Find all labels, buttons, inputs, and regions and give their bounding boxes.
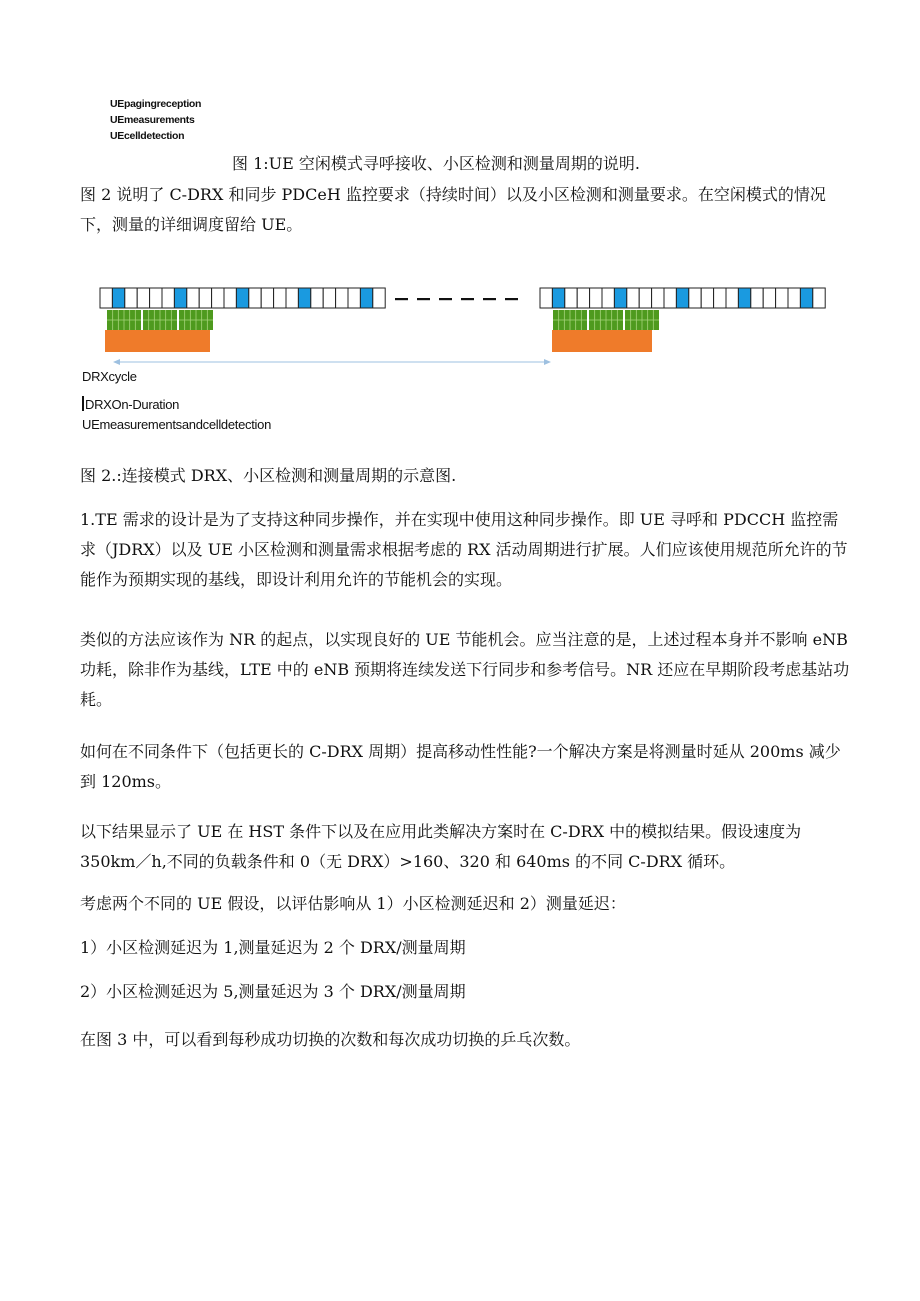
on-duration-marker: [82, 396, 84, 411]
figure1-legend: [110, 96, 201, 144]
cell-detection-block-right: [553, 310, 659, 330]
on-duration-slot: [738, 288, 750, 308]
slot: [249, 288, 261, 308]
slot: [261, 288, 273, 308]
legend-drx-cycle: DRXcycle: [82, 369, 137, 384]
slot: [689, 288, 701, 308]
slot: [323, 288, 335, 308]
dash: [483, 298, 496, 300]
figure1-caption: 图 1:UE 空闲模式寻呼接收、小区检测和测量周期的说明.: [232, 154, 640, 173]
slot: [813, 288, 825, 308]
on-duration-slot: [676, 288, 688, 308]
on-duration-slot: [112, 288, 124, 308]
legend-paging-reception: UEpagingreception: [110, 98, 202, 110]
slot: [336, 288, 348, 308]
legend-measurements-cell-detection: UEmeasurementsandcelldetection: [82, 417, 271, 432]
figure2-caption: 图 2.:连接模式 DRX、小区检测和测量周期的示意图.: [80, 466, 457, 485]
slot-row-right: [540, 288, 825, 308]
paragraph-2: 类似的方法应该作为 NR 的起点，以实现良好的 UE 节能机会。应当注意的是，上述过程本身并不影响 eNB 功耗，除非作为基线，LTE 中的 eNB 预期将连续发送下行同步和参考信号。NR 还应在早期阶段考虑基站功耗。: [80, 630, 850, 709]
slot: [274, 288, 286, 308]
dash: [417, 298, 430, 300]
dash: [395, 298, 408, 300]
drx-cycle-arrow: [113, 359, 551, 365]
on-duration-slot: [360, 288, 372, 308]
slot: [137, 288, 149, 308]
on-duration-slot: [236, 288, 248, 308]
paragraph-6: 1）小区检测延迟为 1,测量延迟为 2 个 DRX/测量周期: [80, 938, 466, 957]
legend-on-duration-row: [82, 396, 179, 412]
slot: [788, 288, 800, 308]
slot: [224, 288, 236, 308]
paragraph-5: 考虑两个不同的 UE 假设，以评估影响从 1）小区检测延迟和 2）测量延迟：: [80, 894, 626, 913]
slot: [311, 288, 323, 308]
paragraph-7: 2）小区检测延迟为 5,测量延迟为 3 个 DRX/测量周期: [80, 982, 466, 1001]
paragraph-8: 在图 3 中，可以看到每秒成功切换的次数和每次成功切换的乒乓次数。: [80, 1030, 581, 1049]
slot: [373, 288, 385, 308]
slot: [701, 288, 713, 308]
on-duration-slot: [174, 288, 186, 308]
measurement-block-left: [105, 330, 210, 352]
on-duration-slot: [298, 288, 310, 308]
slot: [751, 288, 763, 308]
slot: [639, 288, 651, 308]
slot: [286, 288, 298, 308]
paragraph-3: 如何在不同条件下（包括更长的 C-DRX 周期）提高移动性性能?一个解决方案是将测量时延从 200ms 减少到 120ms。: [80, 742, 841, 791]
measurement-block-right: [552, 330, 652, 352]
continuation-dashes: [395, 298, 518, 300]
slot: [162, 288, 174, 308]
slot: [577, 288, 589, 308]
dash: [461, 298, 474, 300]
legend-on-duration: DRXOn-Duration: [85, 397, 180, 412]
slot: [763, 288, 775, 308]
slot: [212, 288, 224, 308]
slot: [590, 288, 602, 308]
paragraph-4: 以下结果显示了 UE 在 HST 条件下以及在应用此类解决方案时在 C-DRX 中的模拟结果。假设速度为 350km／h,不同的负载条件和 0（无 DRX）>160、320 和 640ms 的不同 C-DRX 循环。: [80, 822, 802, 871]
slot: [776, 288, 788, 308]
on-duration-slot: [552, 288, 564, 308]
on-duration-slot: [614, 288, 626, 308]
slot: [602, 288, 614, 308]
slot: [150, 288, 162, 308]
slot: [652, 288, 664, 308]
cell-detection-block-left: [107, 310, 213, 330]
paragraph-1: 1.TE 需求的设计是为了支持这种同步操作，并在实现中使用这种同步操作。即 UE 寻呼和 PDCCH 监控需求（JDRX）以及 UE 小区检测和测量需求根据考虑的 RX 活动周期进行扩展。人们应该使用规范所允许的节能作为预期实现的基线，即设计利用允许的节能机会的实现。: [80, 510, 848, 589]
intro-paragraph: 图 2 说明了 C-DRX 和同步 PDCeH 监控要求（持续时间）以及小区检测和测量要求。在空闲模式的情况下，测量的详细调度留给 UE。: [80, 185, 826, 234]
slot: [100, 288, 112, 308]
slot: [348, 288, 360, 308]
slot: [714, 288, 726, 308]
slot: [125, 288, 137, 308]
dash: [439, 298, 452, 300]
dash: [505, 298, 518, 300]
slot: [664, 288, 676, 308]
drx-timeline-diagram: [95, 282, 835, 372]
slot-row-left: [100, 288, 385, 308]
on-duration-slot: [800, 288, 812, 308]
slot: [726, 288, 738, 308]
slot: [187, 288, 199, 308]
slot: [627, 288, 639, 308]
legend-cell-detection: UEcelldetection: [110, 130, 185, 142]
slot: [199, 288, 211, 308]
legend-measurements: UEmeasurements: [110, 114, 195, 126]
slot: [565, 288, 577, 308]
slot: [540, 288, 552, 308]
